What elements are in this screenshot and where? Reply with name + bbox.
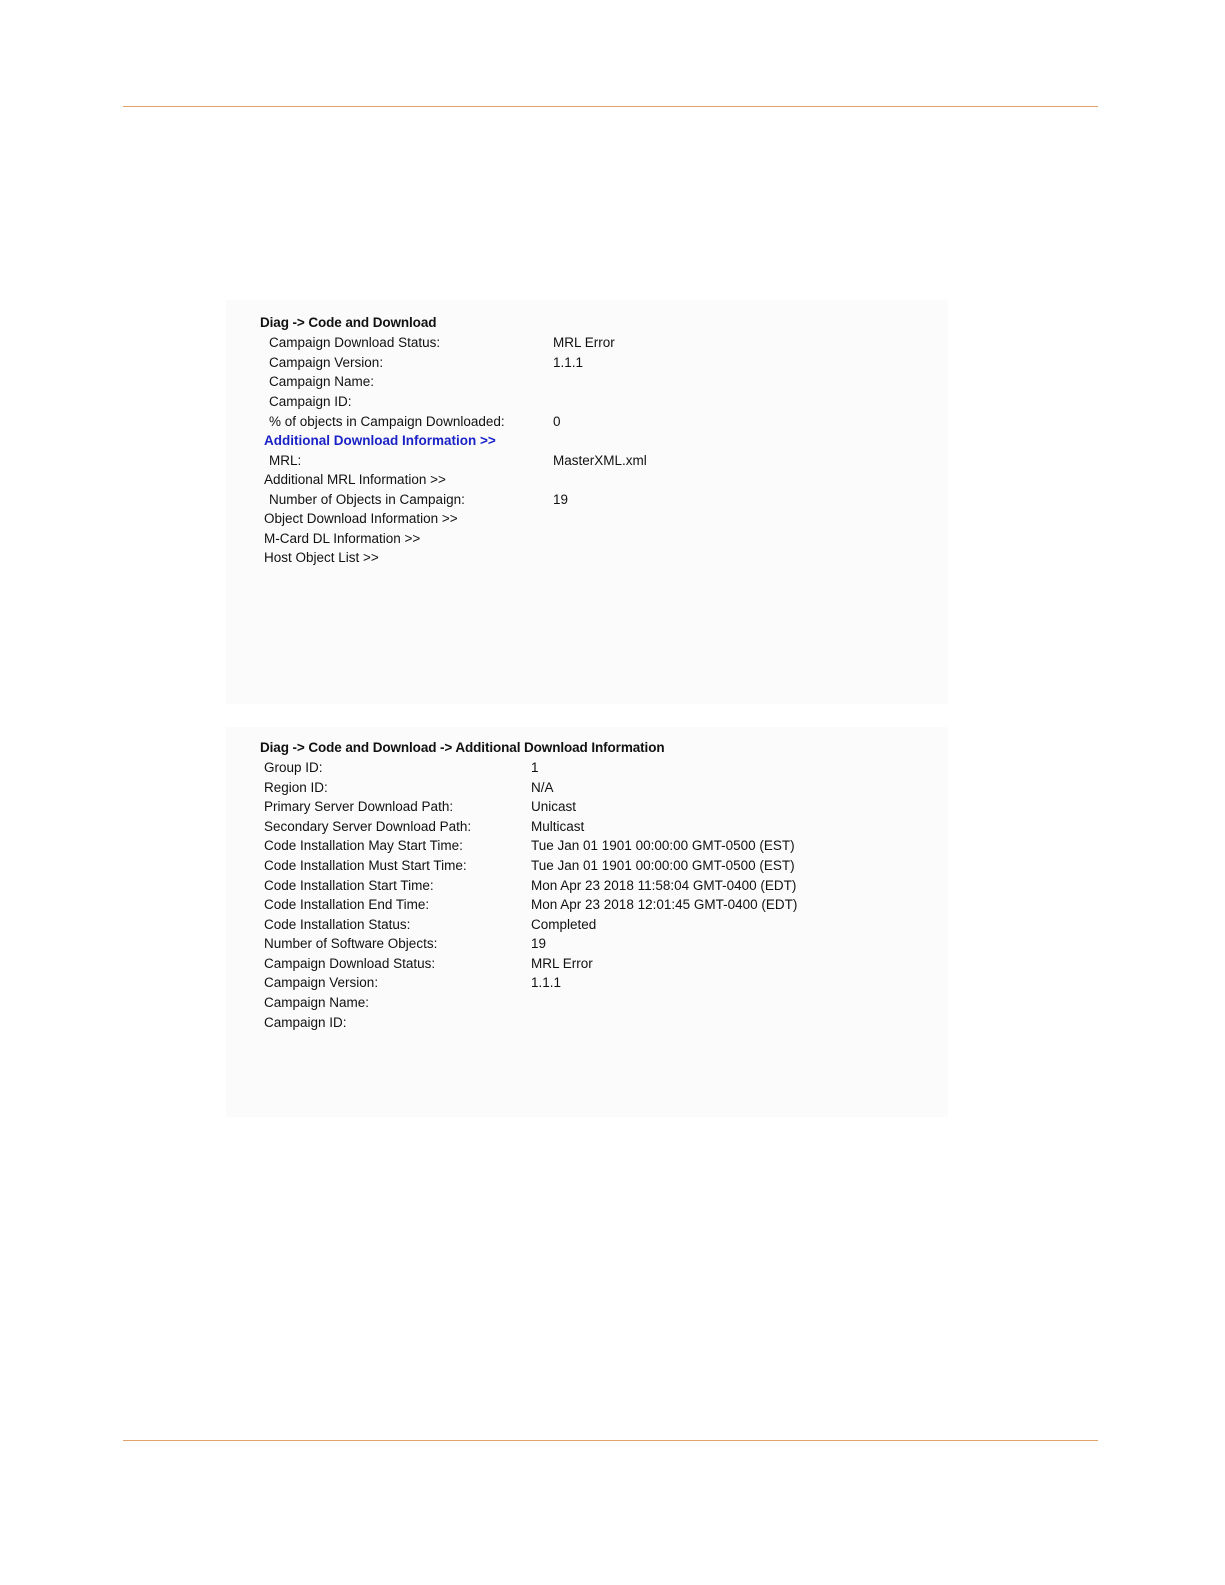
- top-divider: [123, 106, 1098, 107]
- row-value: Mon Apr 23 2018 12:01:45 GMT-0400 (EDT): [531, 897, 798, 912]
- row-label: Campaign Version:: [264, 975, 379, 990]
- row-value: Multicast: [531, 819, 585, 834]
- info-row: [226, 780, 948, 800]
- row-label: Code Installation May Start Time:: [264, 838, 463, 853]
- info-row: [226, 760, 948, 780]
- bottom-divider: [123, 1440, 1098, 1441]
- row-value: 1: [531, 760, 539, 775]
- row-value: 19: [531, 936, 547, 951]
- info-row: [226, 1015, 948, 1035]
- row-label: Campaign Version:: [269, 355, 384, 370]
- row-value: 1.1.1: [553, 355, 584, 370]
- host-object-list-link[interactable]: Host Object List >>: [264, 550, 379, 565]
- info-row: [226, 878, 948, 898]
- row-value: N/A: [531, 780, 554, 795]
- object-download-info-link[interactable]: Object Download Information >>: [264, 511, 458, 526]
- row-label: Primary Server Download Path:: [264, 799, 454, 814]
- info-row: [226, 936, 948, 956]
- row-value: 1.1.1: [531, 975, 562, 990]
- row-label: Campaign ID:: [269, 394, 352, 409]
- row-label: Code Installation Start Time:: [264, 878, 434, 893]
- panel-title: Diag -> Code and Download: [260, 315, 437, 330]
- row-value: Completed: [531, 917, 597, 932]
- num-objects-value: 19: [553, 492, 569, 507]
- info-row: [226, 838, 948, 858]
- row-label: Secondary Server Download Path:: [264, 819, 472, 834]
- row-value: Tue Jan 01 1901 00:00:00 GMT-0500 (EST): [531, 838, 795, 853]
- num-objects-row: [226, 492, 948, 512]
- additional-download-panel: [226, 727, 948, 1117]
- row-label: Code Installation Must Start Time:: [264, 858, 467, 873]
- num-objects-label: Number of Objects in Campaign:: [269, 492, 465, 507]
- row-label: Campaign Download Status:: [269, 335, 441, 350]
- mrl-label: MRL:: [269, 453, 302, 468]
- info-row: [226, 414, 948, 434]
- info-row: [226, 819, 948, 839]
- row-label: Region ID:: [264, 780, 328, 795]
- info-row: [226, 374, 948, 394]
- row-label: Campaign Name:: [264, 995, 370, 1010]
- info-row: [226, 394, 948, 414]
- info-row: [226, 858, 948, 878]
- row-value: MRL Error: [553, 335, 615, 350]
- additional-mrl-info-link[interactable]: Additional MRL Information >>: [264, 472, 446, 487]
- row-label: Campaign Name:: [269, 374, 375, 389]
- info-row: [226, 975, 948, 995]
- info-row: [226, 956, 948, 976]
- additional-mrl-info-row: [226, 472, 948, 492]
- row-value: MRL Error: [531, 956, 593, 971]
- info-row: [226, 355, 948, 375]
- row-label: Code Installation End Time:: [264, 897, 430, 912]
- row-label: Campaign Download Status:: [264, 956, 436, 971]
- mrl-row: [226, 453, 948, 473]
- info-row: [226, 995, 948, 1015]
- row-value: Mon Apr 23 2018 11:58:04 GMT-0400 (EDT): [531, 878, 797, 893]
- info-row: [226, 917, 948, 937]
- host-object-list-row: [226, 550, 948, 570]
- row-label: % of objects in Campaign Downloaded:: [269, 414, 505, 429]
- info-row: [226, 335, 948, 355]
- row-label: Campaign ID:: [264, 1015, 347, 1030]
- mcard-dl-info-link[interactable]: M-Card DL Information >>: [264, 531, 421, 546]
- additional-download-info-link[interactable]: Additional Download Information >>: [264, 433, 496, 448]
- row-label: Number of Software Objects:: [264, 936, 438, 951]
- row-value: 0: [553, 414, 561, 429]
- mrl-value: MasterXML.xml: [553, 453, 647, 468]
- row-value: Tue Jan 01 1901 00:00:00 GMT-0500 (EST): [531, 858, 795, 873]
- row-label: Code Installation Status:: [264, 917, 411, 932]
- additional-download-info-row: [226, 433, 948, 453]
- row-label: Group ID:: [264, 760, 323, 775]
- code-download-panel: [226, 300, 948, 704]
- row-value: Unicast: [531, 799, 577, 814]
- panel-title: Diag -> Code and Download -> Additional Download Information: [260, 740, 665, 755]
- info-row: [226, 897, 948, 917]
- mcard-dl-info-row: [226, 531, 948, 551]
- info-row: [226, 799, 948, 819]
- object-download-info-row: [226, 511, 948, 531]
